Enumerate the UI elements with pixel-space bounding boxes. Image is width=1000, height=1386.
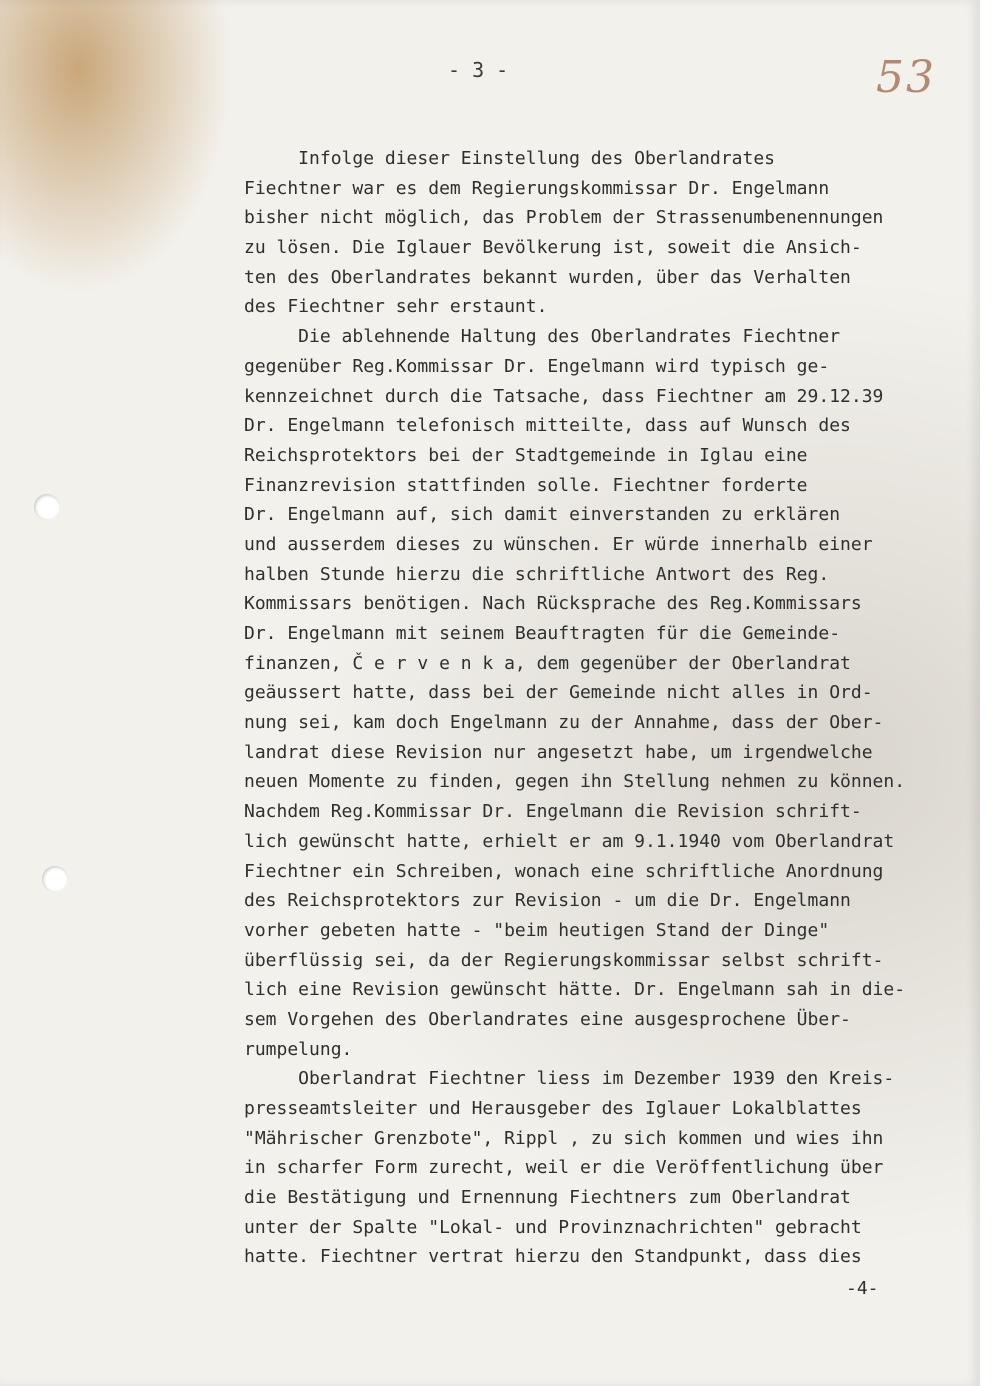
text-line: unter der Spalte "Lokal- und Provinznachrichten" gebracht (244, 1216, 862, 1238)
text-line: landrat diese Revision nur angesetzt habe, um irgendwelche (244, 741, 873, 763)
next-page-marker: -4- (846, 1278, 879, 1299)
text-line: zu lösen. Die Iglauer Bevölkerung ist, soweit die Ansich- (244, 237, 862, 259)
punch-hole-bottom (42, 866, 68, 892)
text-line: des Fiechtner sehr erstaunt. (244, 296, 548, 318)
text-line: Fiechtner war es dem Regierungskommissar Dr. Engelmann (244, 177, 830, 199)
text-line: Dr. Engelmann mit seinem Beauftragten für die Gemeinde- (244, 623, 841, 644)
text-line: Reichsprotektors bei der Stadtgemeinde in Iglau eine (244, 444, 808, 466)
text-line: finanzen, Č e r v e n k a, dem gegenüber der Oberlandrat (244, 652, 851, 674)
text-line: Infolge dieser Einstellung des Oberlandrates (244, 148, 776, 169)
text-line: presseamtsleiter und Herausgeber des Iglauer Lokalblattes (244, 1098, 862, 1119)
text-line: hatte. Fiechtner vertrat hierzu den Standpunkt, dass dies (244, 1246, 862, 1268)
text-line: in scharfer Form zurecht, weil er die Veröffentlichung über (244, 1157, 884, 1179)
text-line: halben Stunde hierzu die schriftliche Antwort des Reg. (244, 563, 830, 585)
text-line: des Reichsprotektors zur Revision - um die Dr. Engelmann (244, 890, 851, 912)
text-line: lich gewünscht hatte, erhielt er am 9.1.1940 vom Oberlandrat (244, 830, 895, 852)
text-line: die Bestätigung und Ernennung Fiechtners zum Oberlandrat (244, 1187, 851, 1209)
text-line: Nachdem Reg.Kommissar Dr. Engelmann die Revision schrift- (244, 801, 862, 823)
text-line: geäussert hatte, dass bei der Gemeinde nicht alles in Ord- (244, 682, 873, 704)
text-line: rumpelung. (244, 1038, 353, 1060)
text-line: Dr. Engelmann auf, sich damit einverstanden zu erklären (244, 504, 841, 526)
page-number: - 3 - (448, 58, 509, 82)
text-line: gegenüber Reg.Kommissar Dr. Engelmann wird typisch ge- (244, 355, 830, 377)
text-line: überflüssig sei, da der Regierungskommissar selbst schrift- (244, 949, 884, 971)
text-line: Finanzrevision stattfinden solle. Fiechtner forderte (244, 474, 808, 496)
text-line: Kommissars benötigen. Nach Rücksprache des Reg.Kommissars (244, 593, 862, 615)
text-line: "Mährischer Grenzbote", Rippl , zu sich kommen und wies ihn (244, 1127, 884, 1149)
text-line: Die ablehnende Haltung des Oberlandrates Fiechtner (244, 326, 841, 348)
text-line: Fiechtner ein Schreiben, wonach eine schriftliche Anordnung (244, 860, 884, 882)
text-line: lich eine Revision gewünscht hätte. Dr. Engelmann sah in die- (244, 979, 906, 1001)
text-line: bisher nicht möglich, das Problem der Strassenumbenennungen (244, 207, 884, 229)
handwritten-folio-number: 53 (876, 52, 936, 103)
typewritten-body-text (244, 144, 984, 1272)
text-line: Dr. Engelmann telefonisch mitteilte, dass auf Wunsch des (244, 415, 851, 437)
text-line: nung sei, kam doch Engelmann zu der Annahme, dass der Ober- (244, 712, 884, 734)
text-line: Oberlandrat Fiechtner liess im Dezember 1939 den Kreis- (244, 1068, 895, 1090)
text-line: sem Vorgehen des Oberlandrates eine ausgesprochene Über- (244, 1008, 851, 1030)
text-line: neuen Momente zu finden, gegen ihn Stellung nehmen zu können. (244, 771, 906, 793)
text-line: ten des Oberlandrates bekannt wurden, über das Verhalten (244, 266, 851, 288)
punch-hole-top (34, 494, 60, 520)
text-line: vorher gebeten hatte - "beim heutigen Stand der Dinge" (244, 919, 830, 941)
text-line: kennzeichnet durch die Tatsache, dass Fiechtner am 29.12.39 (244, 385, 884, 407)
text-line: und ausserdem dieses zu wünschen. Er würde innerhalb einer (244, 533, 873, 555)
